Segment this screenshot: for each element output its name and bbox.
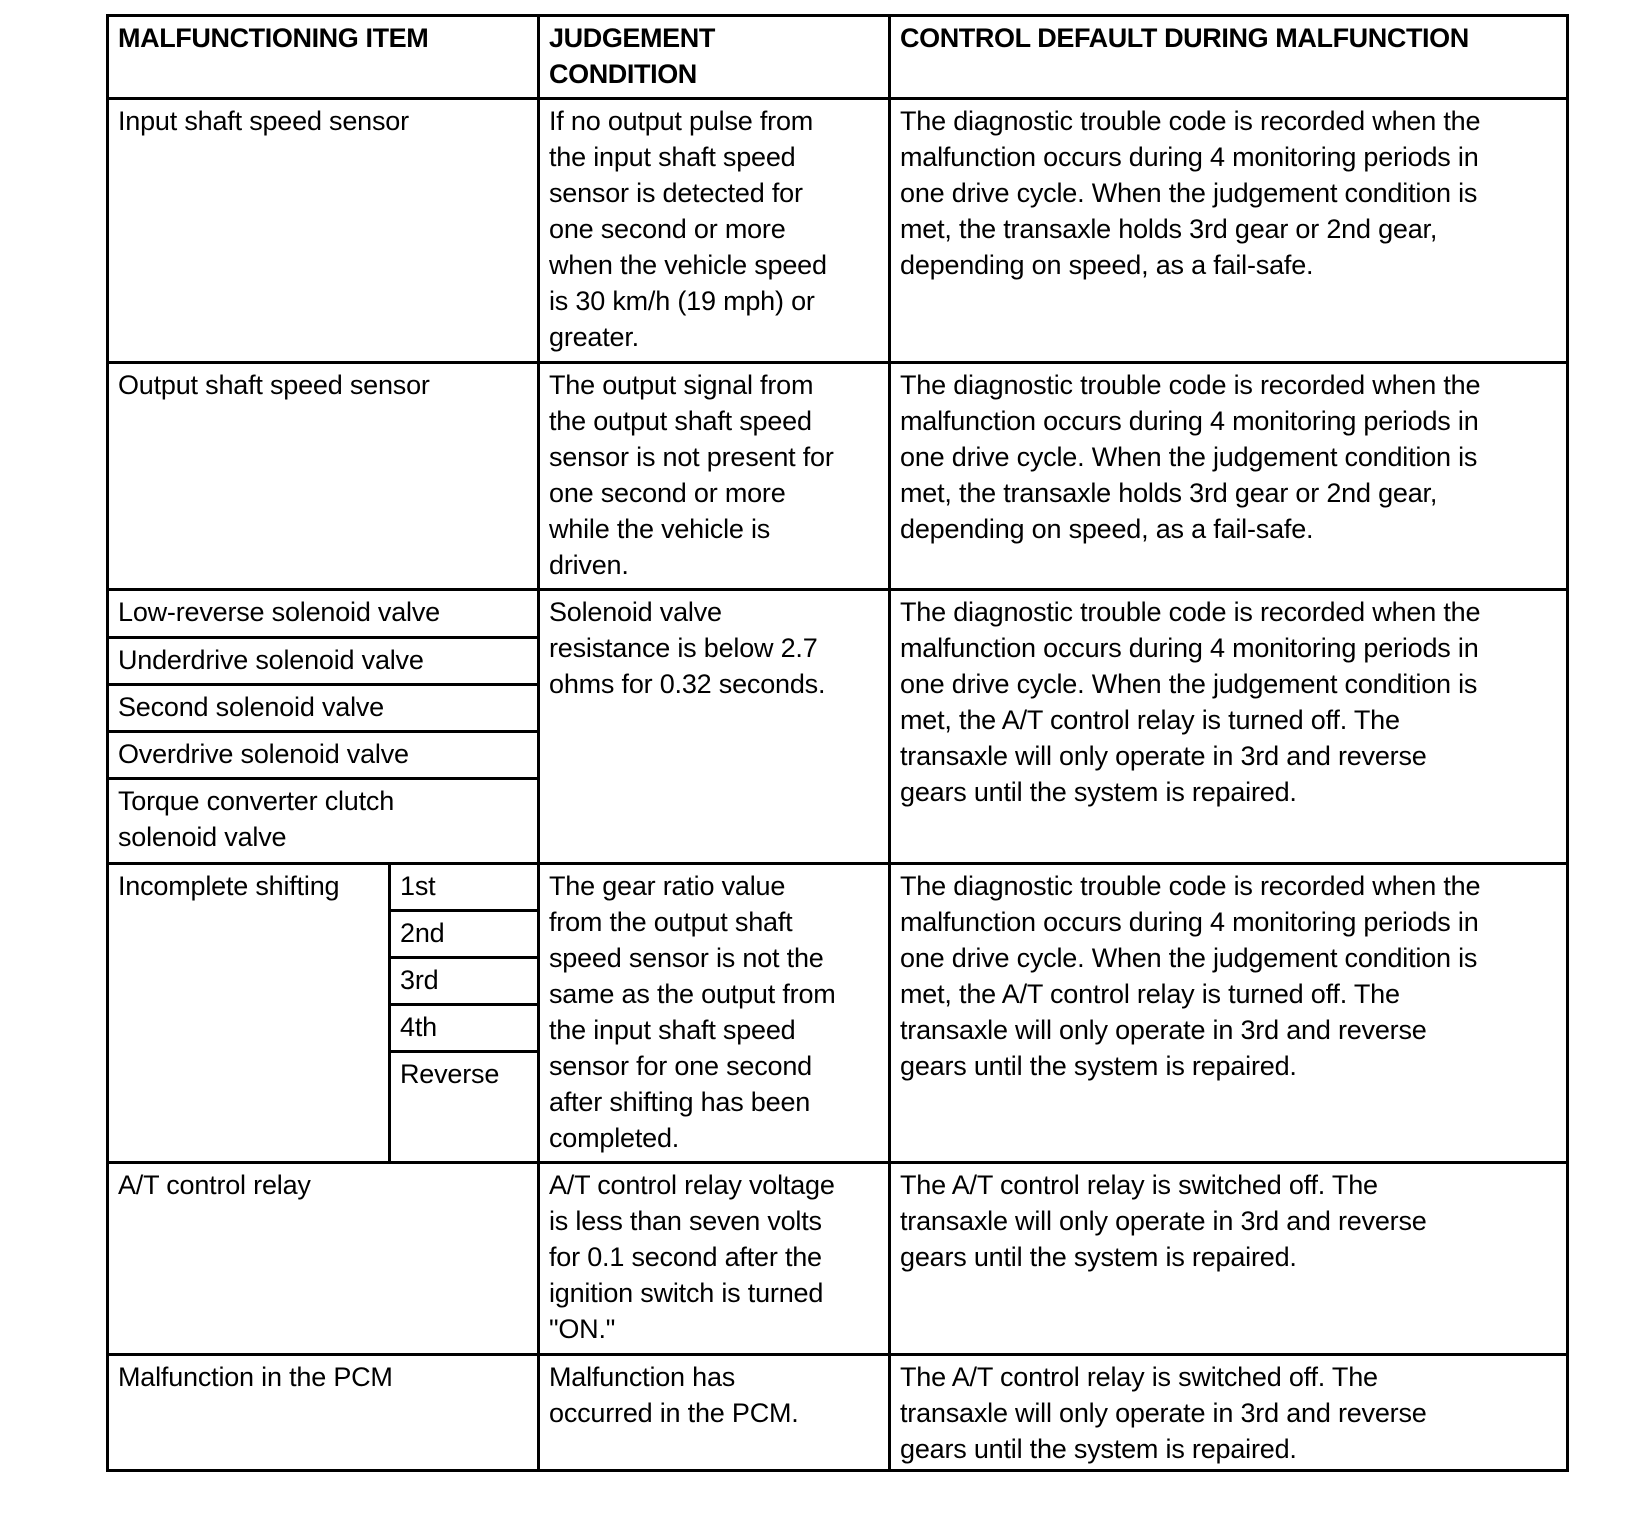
default-line: malfunction occurs during 4 monitoring periods in	[900, 406, 1479, 436]
default-line: transaxle will only operate in 3rd and reverse	[900, 1015, 1427, 1045]
condition-line: Solenoid valve	[549, 597, 722, 627]
cell-condition-output-shaft	[540, 364, 888, 583]
condition-line: The output signal from	[549, 370, 814, 400]
cell-gear-1st	[391, 865, 537, 904]
default-line: gears until the system is repaired.	[900, 1242, 1297, 1272]
default-line: met, the A/T control relay is turned off. The	[900, 979, 1400, 1009]
default-line: one drive cycle. When the judgement condition is	[900, 943, 1478, 973]
item-text: A/T control relay	[118, 1170, 311, 1200]
cell-condition-pcm	[540, 1356, 888, 1431]
cell-item-tcc-solenoid	[109, 780, 537, 855]
item-text: Second solenoid valve	[118, 692, 384, 722]
default-line: malfunction occurs during 4 monitoring periods in	[900, 907, 1479, 937]
default-line: met, the transaxle holds 3rd gear or 2nd gear,	[900, 214, 1438, 244]
condition-line: for 0.1 second after the	[549, 1242, 822, 1272]
default-line: The diagnostic trouble code is recorded when the	[900, 106, 1481, 136]
item-text: Low-reverse solenoid valve	[118, 597, 440, 627]
condition-line: one second or more	[549, 478, 786, 508]
default-line: met, the A/T control relay is turned off. The	[900, 705, 1400, 735]
default-line: transaxle will only operate in 3rd and reverse	[900, 1398, 1427, 1428]
condition-line: the output shaft speed	[549, 406, 812, 436]
default-line: depending on speed, as a fail-safe.	[900, 514, 1314, 544]
condition-line: completed.	[549, 1123, 680, 1153]
gear-label: 2nd	[400, 918, 445, 948]
default-line: one drive cycle. When the judgement condition is	[900, 669, 1478, 699]
cell-default-solenoids	[891, 591, 1566, 810]
condition-line: Malfunction has	[549, 1362, 736, 1392]
default-line: one drive cycle. When the judgement condition is	[900, 442, 1478, 472]
default-line: malfunction occurs during 4 monitoring periods in	[900, 633, 1479, 663]
default-line: depending on speed, as a fail-safe.	[900, 250, 1314, 280]
item-text: Overdrive solenoid valve	[118, 739, 409, 769]
cell-default-at-control-relay	[891, 1164, 1566, 1275]
header-text: MALFUNCTIONING ITEM	[118, 23, 429, 53]
cell-item-underdrive-solenoid	[109, 639, 537, 678]
condition-line: sensor for one second	[549, 1051, 812, 1081]
gear-label: 4th	[400, 1012, 437, 1042]
cell-item-second-solenoid	[109, 686, 537, 725]
cell-gear-4th	[391, 1006, 537, 1045]
condition-line: when the vehicle speed	[549, 250, 827, 280]
header-malfunctioning-item	[109, 17, 537, 56]
cell-item-incomplete-shifting	[109, 865, 388, 904]
item-text: Incomplete shifting	[118, 871, 340, 901]
condition-line: speed sensor is not the	[549, 943, 824, 973]
cell-condition-solenoids	[540, 591, 888, 702]
condition-line: same as the output from	[549, 979, 836, 1009]
cell-item-overdrive-solenoid	[109, 733, 537, 772]
cell-default-incomplete-shifting	[891, 865, 1566, 1084]
cell-gear-reverse	[391, 1053, 537, 1092]
header-control-default	[891, 17, 1566, 56]
condition-line: from the output shaft	[549, 907, 793, 937]
condition-line: sensor is detected for	[549, 178, 803, 208]
condition-line: ohms for 0.32 seconds.	[549, 669, 826, 699]
cell-item-pcm	[109, 1356, 537, 1395]
cell-default-output-shaft	[891, 364, 1566, 547]
condition-line: driven.	[549, 550, 629, 580]
item-text: Input shaft speed sensor	[118, 106, 409, 136]
condition-line: occurred in the PCM.	[549, 1398, 799, 1428]
cell-condition-incomplete-shifting	[540, 865, 888, 1156]
condition-line: the input shaft speed	[549, 1015, 796, 1045]
default-line: The diagnostic trouble code is recorded when the	[900, 871, 1481, 901]
header-text: JUDGEMENT	[549, 23, 715, 53]
item-text: solenoid valve	[118, 822, 287, 852]
gear-label: 3rd	[400, 965, 439, 995]
default-line: malfunction occurs during 4 monitoring periods in	[900, 142, 1479, 172]
condition-line: If no output pulse from	[549, 106, 814, 136]
item-text: Torque converter clutch	[118, 786, 395, 816]
condition-line: one second or more	[549, 214, 786, 244]
condition-line: resistance is below 2.7	[549, 633, 818, 663]
condition-line: the input shaft speed	[549, 142, 796, 172]
default-line: The A/T control relay is switched off. The	[900, 1170, 1378, 1200]
condition-line: greater.	[549, 322, 639, 352]
header-text: CONTROL DEFAULT DURING MALFUNCTION	[900, 23, 1469, 53]
condition-line: "ON."	[549, 1314, 616, 1344]
condition-line: after shifting has been	[549, 1087, 811, 1117]
condition-line: ignition switch is turned	[549, 1278, 824, 1308]
condition-line: is less than seven volts	[549, 1206, 822, 1236]
cell-default-pcm	[891, 1356, 1566, 1467]
header-judgement-condition	[540, 17, 888, 92]
condition-line: sensor is not present for	[549, 442, 834, 472]
default-line: The diagnostic trouble code is recorded when the	[900, 370, 1481, 400]
condition-line: A/T control relay voltage	[549, 1170, 835, 1200]
header-text: CONDITION	[549, 59, 697, 89]
default-line: gears until the system is repaired.	[900, 1434, 1297, 1464]
cell-gear-3rd	[391, 959, 537, 998]
cell-item-at-control-relay	[109, 1164, 537, 1203]
cell-condition-at-control-relay	[540, 1164, 888, 1347]
item-text: Malfunction in the PCM	[118, 1362, 393, 1392]
condition-line: is 30 km/h (19 mph) or	[549, 286, 815, 316]
cell-item-low-reverse-solenoid	[109, 591, 537, 630]
condition-line: The gear ratio value	[549, 871, 786, 901]
default-line: The diagnostic trouble code is recorded when the	[900, 597, 1481, 627]
item-text: Underdrive solenoid valve	[118, 645, 424, 675]
gear-label: Reverse	[400, 1059, 500, 1089]
default-line: gears until the system is repaired.	[900, 777, 1297, 807]
default-line: transaxle will only operate in 3rd and reverse	[900, 741, 1427, 771]
default-line: met, the transaxle holds 3rd gear or 2nd gear,	[900, 478, 1438, 508]
cell-gear-2nd	[391, 912, 537, 951]
cell-item-input-shaft	[109, 100, 537, 139]
item-text: Output shaft speed sensor	[118, 370, 430, 400]
cell-item-output-shaft	[109, 364, 537, 403]
default-line: transaxle will only operate in 3rd and reverse	[900, 1206, 1427, 1236]
malfunction-table	[106, 14, 1569, 1472]
cell-default-input-shaft	[891, 100, 1566, 283]
default-line: gears until the system is repaired.	[900, 1051, 1297, 1081]
default-line: The A/T control relay is switched off. The	[900, 1362, 1378, 1392]
default-line: one drive cycle. When the judgement condition is	[900, 178, 1478, 208]
cell-condition-input-shaft	[540, 100, 888, 355]
gear-label: 1st	[400, 871, 436, 901]
condition-line: while the vehicle is	[549, 514, 771, 544]
